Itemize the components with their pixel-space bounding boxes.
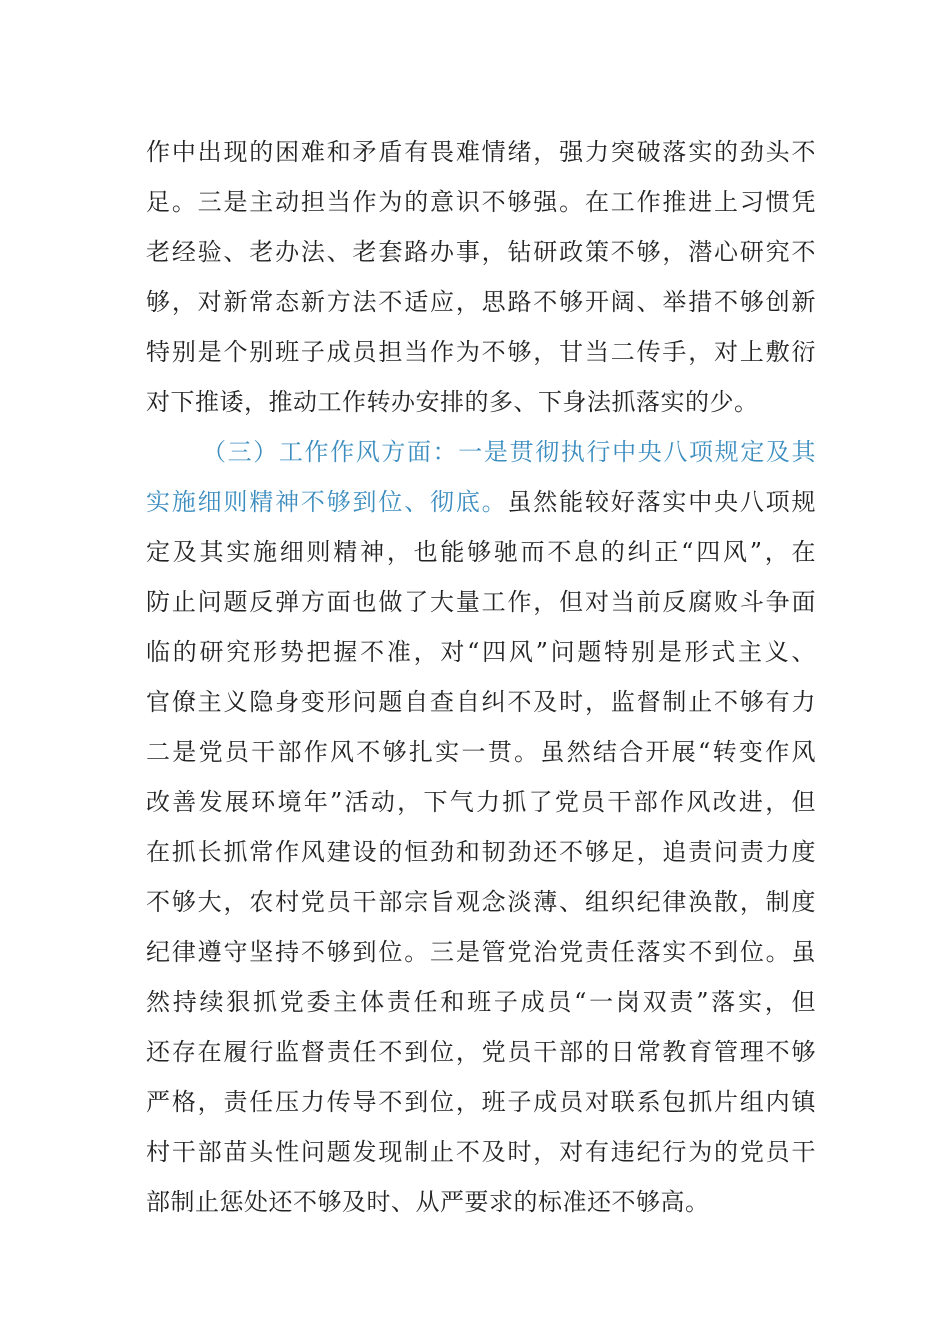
text-line: 二是党员干部作风不够扎实一贯。虽然结合开展“转变作风 — [146, 738, 816, 766]
text-line: 防止问题反弹方面也做了大量工作，但对当前反腐败斗争面 — [146, 588, 816, 616]
text-line: 够，对新常态新方法不适应，思路不够开阔、举措不够创新 — [146, 288, 816, 316]
text-line: 不够大，农村党员干部宗旨观念淡薄、组织纪律涣散，制度 — [146, 888, 816, 916]
text-line: 部制止惩处还不够及时、从严要求的标准还不够高。 — [146, 1188, 710, 1216]
text-line: 村干部苗头性问题发现制止不及时，对有违纪行为的党员干 — [146, 1138, 816, 1166]
text-line: 作中出现的困难和矛盾有畏难情绪，强力突破落实的劲头不 — [146, 138, 816, 166]
text-line: 然持续狠抓党委主体责任和班子成员“一岗双责”落实，但 — [146, 988, 816, 1016]
text-line: 严格，责任压力传导不到位，班子成员对联系包抓片组内镇 — [146, 1088, 816, 1116]
text-line: 对下推诿，推动工作转办安排的多、下身法抓落实的少。 — [146, 388, 759, 416]
mixed-line — [146, 477, 816, 527]
section-heading-continuation: 实施细则精神不够到位、彻底。 — [146, 488, 508, 516]
text-line: 还存在履行监督责任不到位，党员干部的日常教育管理不够 — [146, 1038, 816, 1066]
text-line: 纪律遵守坚持不够到位。三是管党治党责任落实不到位。虽 — [146, 938, 816, 966]
text-line: 足。三是主动担当作为的意识不够强。在工作推进上习惯凭 — [146, 188, 816, 216]
text-line: 在抓长抓常作风建设的恒劲和韧劲还不够足，追责问责力度 — [146, 838, 816, 866]
section-heading-line: （三）工作作风方面：一是贯彻执行中央八项规定及其 — [202, 438, 816, 466]
text-line: 特别是个别班子成员担当作为不够，甘当二传手，对上敷衍 — [146, 338, 816, 366]
text-line: 定及其实施细则精神，也能够驰而不息的纠正“四风”，在 — [146, 538, 816, 566]
text-line: 老经验、老办法、老套路办事，钻研政策不够，潜心研究不 — [146, 238, 816, 266]
document-body — [146, 127, 816, 1227]
text-line: 临的研究形势把握不准，对“四风”问题特别是形式主义、 — [146, 638, 816, 666]
text-segment: 虽然能较好落实中央八项规 — [507, 488, 816, 516]
text-line: 改善发展环境年”活动，下气力抓了党员干部作风改进，但 — [146, 788, 816, 816]
text-line: 官僚主义隐身变形问题自查自纠不及时，监督制止不够有力 — [146, 688, 816, 716]
